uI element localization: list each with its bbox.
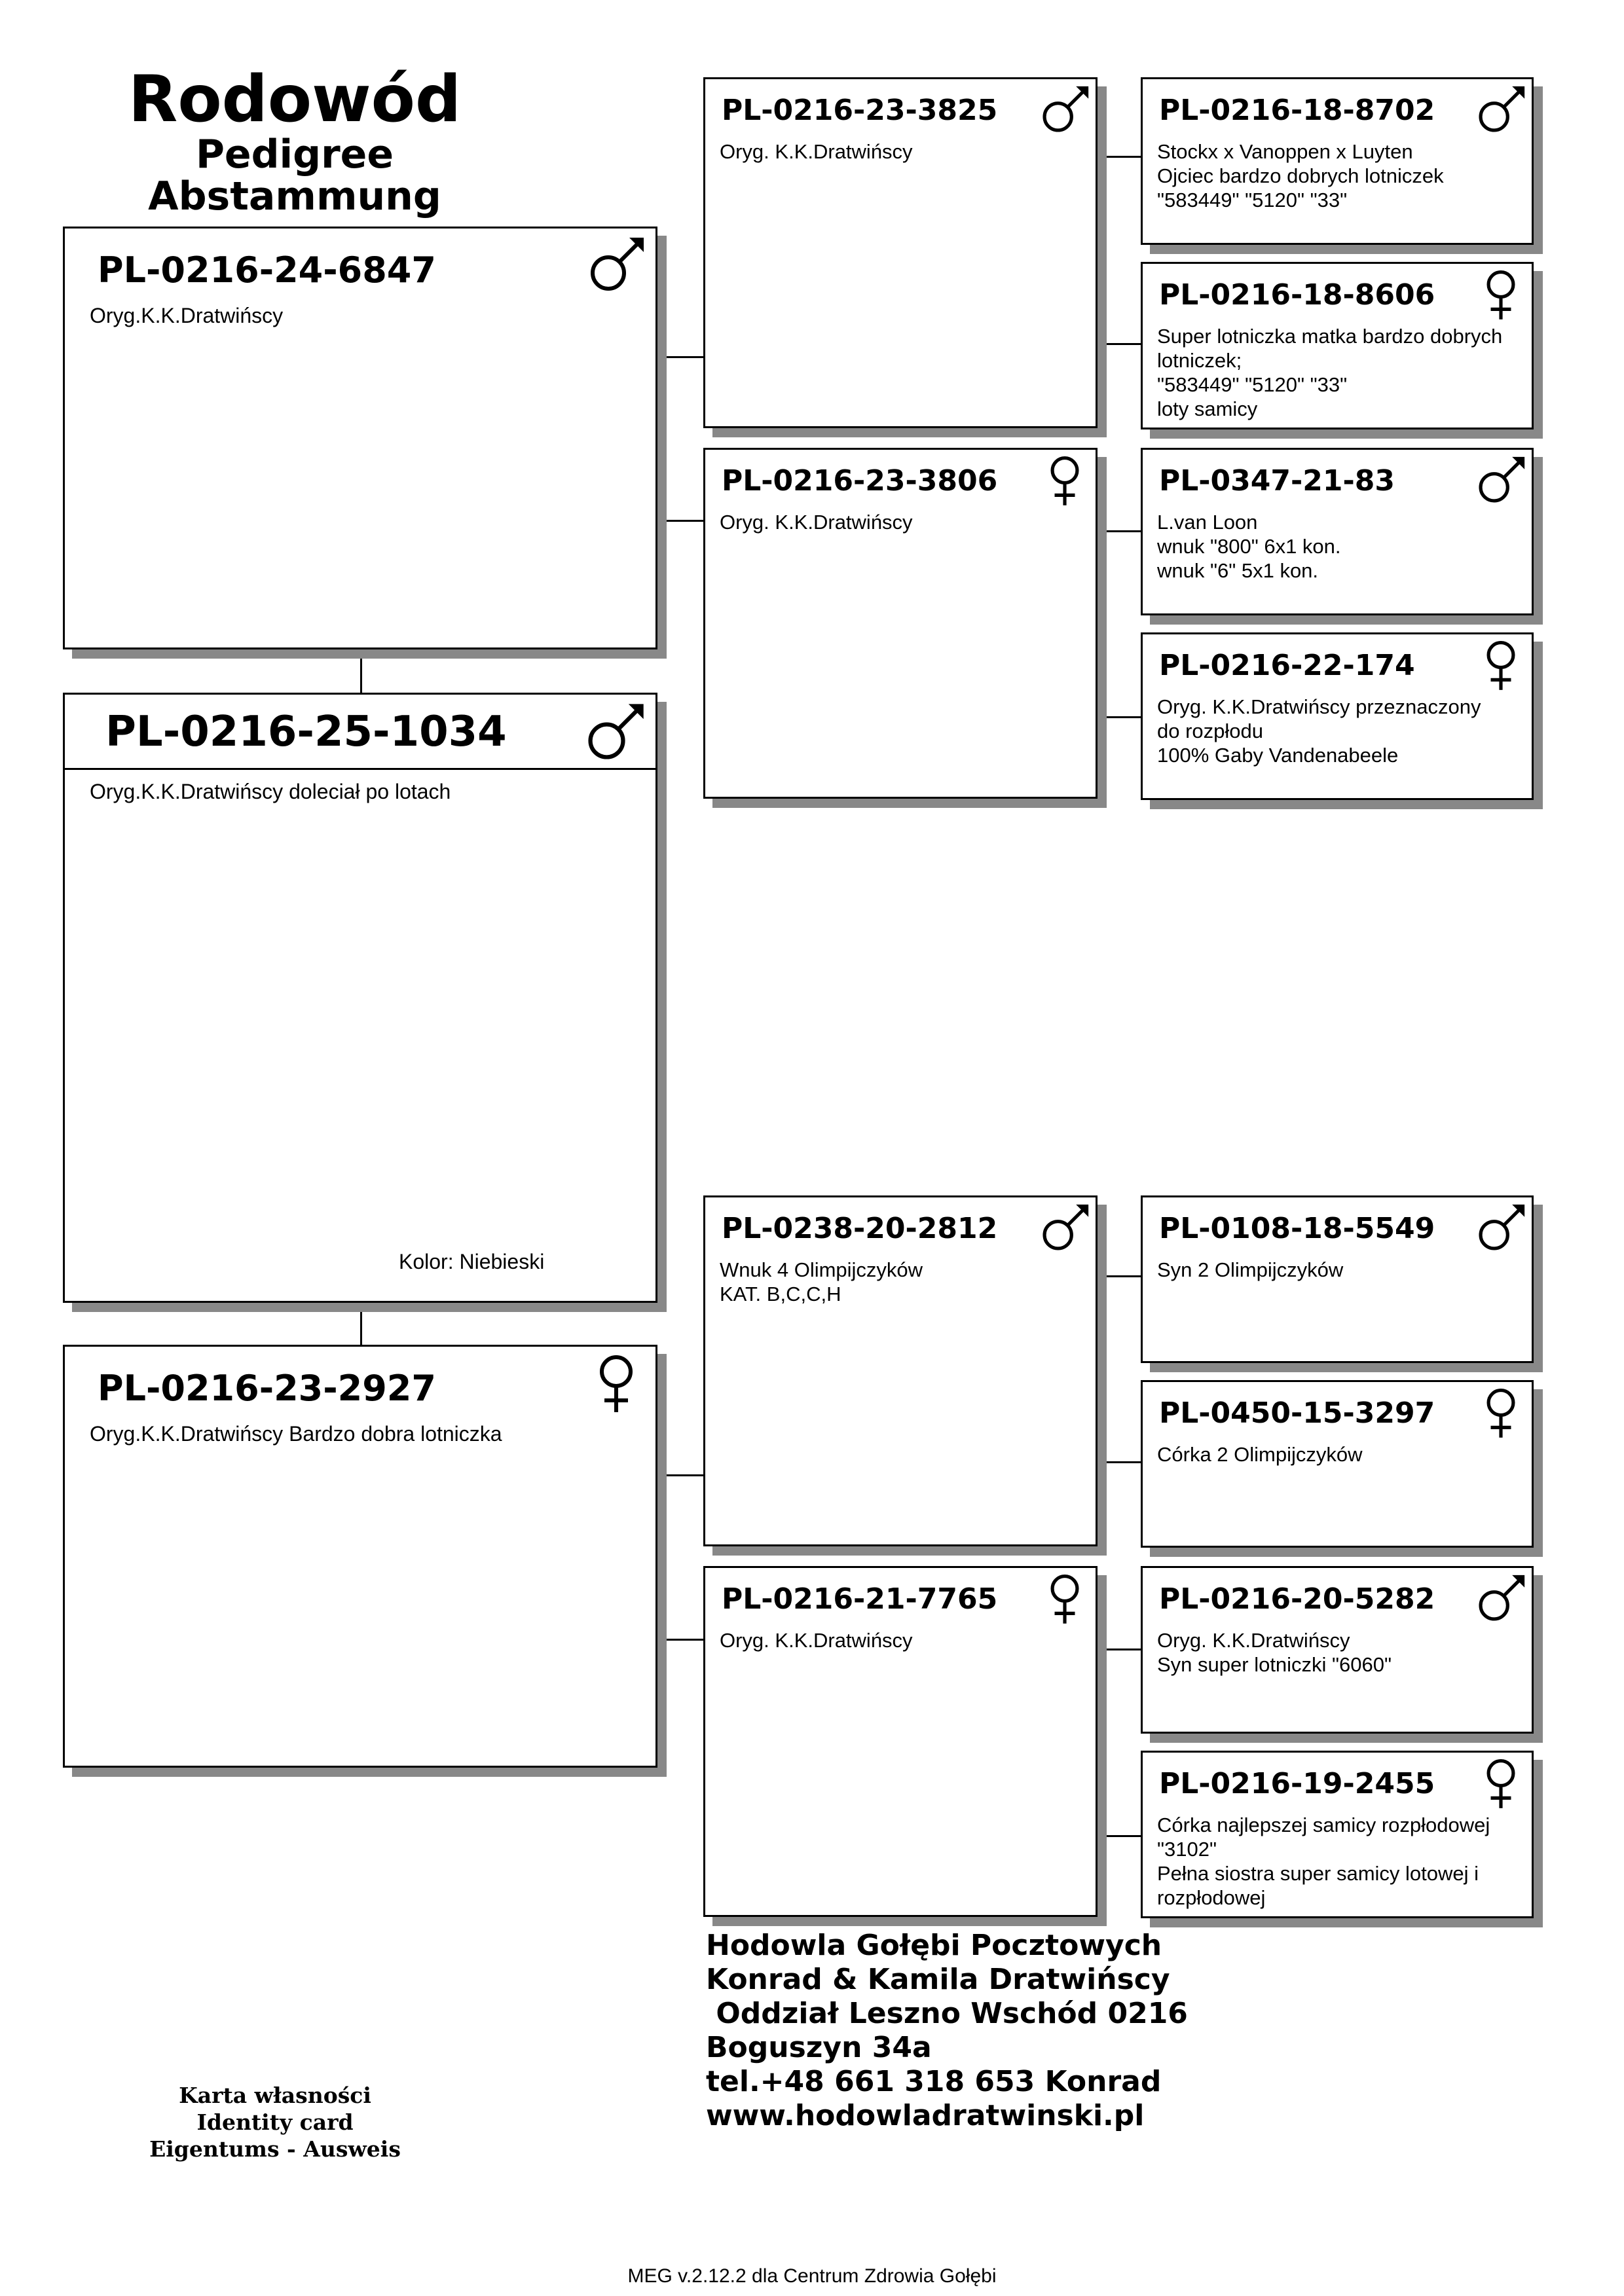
grandsire-maternal-card bbox=[703, 1195, 1098, 1546]
page-title: Rodowód bbox=[128, 62, 462, 137]
connector-ff-fff bbox=[1096, 156, 1143, 158]
card-label-pl: Karta własności bbox=[179, 2083, 371, 2108]
great-grandparent-mff-card bbox=[1141, 1195, 1534, 1363]
connector-mf-mfm bbox=[1096, 1461, 1143, 1463]
connector-fm-fmm bbox=[1096, 716, 1143, 718]
connector-mm-mmf bbox=[1096, 1649, 1143, 1650]
ff-ring-number: PL-0216-23-3825 bbox=[722, 94, 998, 127]
fm-ring-number: PL-0216-23-3806 bbox=[722, 464, 998, 498]
breeder-info bbox=[706, 1929, 1188, 2133]
great-grandparent-mfm-card bbox=[1141, 1380, 1534, 1548]
female-icon bbox=[583, 1351, 649, 1416]
female-icon bbox=[1473, 637, 1529, 693]
mother-card bbox=[63, 1345, 657, 1768]
fmm-ring-number: PL-0216-22-174 bbox=[1159, 649, 1415, 682]
mf-notes: Wnuk 4 Olimpijczyków KAT. B,C,C,H bbox=[720, 1258, 923, 1305]
mm-notes: Oryg. K.K.Dratwińscy bbox=[720, 1629, 913, 1652]
subject-card bbox=[63, 693, 657, 1303]
grandsire-paternal-card bbox=[703, 77, 1098, 428]
great-grandparent-mmm-card bbox=[1141, 1751, 1534, 1918]
connector-father-fm bbox=[657, 520, 706, 522]
connector-father-ff bbox=[657, 356, 706, 358]
ffm-notes: Super lotniczka matka bardzo dobrych lotniczek; "583449" "5120" "33" loty samicy bbox=[1157, 325, 1503, 420]
connector-mm-mmm bbox=[1096, 1835, 1143, 1837]
breeder-address: Boguszyn 34a bbox=[706, 2031, 932, 2064]
connector-ff-ffm bbox=[1096, 343, 1143, 345]
female-icon bbox=[1037, 452, 1093, 509]
mf-ring-number: PL-0238-20-2812 bbox=[722, 1212, 998, 1245]
page-subtitle-en: Pedigree bbox=[195, 132, 394, 177]
male-icon bbox=[581, 699, 649, 767]
mff-notes: Syn 2 Olimpijczyków bbox=[1157, 1258, 1344, 1281]
fff-notes: Stockx x Vanoppen x Luyten Ojciec bardzo dobrych lotniczek "583449" "5120" "33" bbox=[1157, 140, 1444, 211]
subject-notes: Oryg.K.K.Dratwińscy doleciał po lotach bbox=[90, 780, 451, 803]
breeder-name: Hodowla Gołębi Pocztowych bbox=[706, 1929, 1162, 1962]
fmf-ring-number: PL-0347-21-83 bbox=[1159, 464, 1395, 498]
mm-ring-number: PL-0216-21-7765 bbox=[722, 1582, 998, 1616]
mother-notes: Oryg.K.K.Dratwińscy Bardzo dobra lotniczka bbox=[90, 1422, 502, 1446]
breeder-phone: tel.+48 661 318 653 Konrad bbox=[706, 2065, 1162, 2098]
father-ring-number: PL-0216-24-6847 bbox=[98, 249, 436, 291]
subject-color: Kolor: Niebieski bbox=[399, 1250, 545, 1273]
granddam-maternal-card bbox=[703, 1566, 1098, 1917]
father-card bbox=[63, 227, 657, 649]
mfm-ring-number: PL-0450-15-3297 bbox=[1159, 1396, 1435, 1430]
pedigree-title-block bbox=[98, 62, 491, 219]
connector-mother-mf bbox=[657, 1474, 706, 1476]
mmf-notes: Oryg. K.K.Dratwińscy Syn super lotniczki "6060" bbox=[1157, 1629, 1392, 1676]
mff-ring-number: PL-0108-18-5549 bbox=[1159, 1212, 1435, 1245]
subject-divider bbox=[65, 768, 655, 770]
connector-fm-fmf bbox=[1096, 530, 1143, 532]
mmm-notes: Córka najlepszej samicy rozpłodowej "3102" Pełna siostra super samicy lotowej i rozpłodowej bbox=[1157, 1813, 1490, 1909]
mfm-notes: Córka 2 Olimpijczyków bbox=[1157, 1443, 1363, 1466]
card-label-en: Identity card bbox=[196, 2109, 354, 2135]
mother-ring-number: PL-0216-23-2927 bbox=[98, 1368, 436, 1409]
male-icon bbox=[583, 232, 649, 298]
male-icon bbox=[1473, 1571, 1529, 1627]
male-icon bbox=[1473, 82, 1529, 138]
female-icon bbox=[1473, 266, 1529, 323]
great-grandparent-fff-card bbox=[1141, 77, 1534, 245]
breeder-owners: Konrad & Kamila Dratwińscy bbox=[706, 1963, 1170, 1996]
subject-ring-number: PL-0216-25-1034 bbox=[105, 708, 507, 756]
male-icon bbox=[1473, 452, 1529, 509]
great-grandparent-fmf-card bbox=[1141, 448, 1534, 615]
mmf-ring-number: PL-0216-20-5282 bbox=[1159, 1582, 1435, 1616]
connector-father-subject bbox=[360, 648, 362, 694]
female-icon bbox=[1473, 1385, 1529, 1441]
breeder-website: www.hodowladratwinski.pl bbox=[706, 2099, 1145, 2132]
male-icon bbox=[1037, 82, 1093, 138]
great-grandparent-fmm-card bbox=[1141, 632, 1534, 800]
breeder-branch: Oddział Leszno Wschód 0216 bbox=[706, 1997, 1188, 2030]
connector-mother-mm bbox=[657, 1639, 706, 1641]
fm-notes: Oryg. K.K.Dratwińscy bbox=[720, 511, 913, 534]
ff-notes: Oryg. K.K.Dratwińscy bbox=[720, 140, 913, 163]
great-grandparent-ffm-card bbox=[1141, 262, 1534, 429]
male-icon bbox=[1037, 1200, 1093, 1256]
male-icon bbox=[1473, 1200, 1529, 1256]
fmm-notes: Oryg. K.K.Dratwińscy przeznaczony do rozpłodu 100% Gaby Vandenabeele bbox=[1157, 695, 1481, 767]
ffm-ring-number: PL-0216-18-8606 bbox=[1159, 278, 1435, 312]
connector-subject-mother bbox=[360, 1302, 362, 1346]
software-footer: MEG v.2.12.2 dla Centrum Zdrowia Gołębi bbox=[627, 2265, 997, 2287]
father-notes: Oryg.K.K.Dratwińscy bbox=[90, 304, 284, 327]
fmf-notes: L.van Loon wnuk "800" 6x1 kon. wnuk "6" 5x1 kon. bbox=[1157, 511, 1341, 582]
card-label-de: Eigentums - Ausweis bbox=[149, 2136, 401, 2162]
page-subtitle-de: Abstammung bbox=[148, 173, 441, 219]
great-grandparent-mmf-card bbox=[1141, 1566, 1534, 1734]
female-icon bbox=[1037, 1571, 1093, 1627]
connector-mf-mff bbox=[1096, 1275, 1143, 1277]
mmm-ring-number: PL-0216-19-2455 bbox=[1159, 1767, 1435, 1800]
granddam-paternal-card bbox=[703, 448, 1098, 799]
female-icon bbox=[1473, 1755, 1529, 1812]
identity-card-label bbox=[111, 2082, 439, 2162]
fff-ring-number: PL-0216-18-8702 bbox=[1159, 94, 1435, 127]
